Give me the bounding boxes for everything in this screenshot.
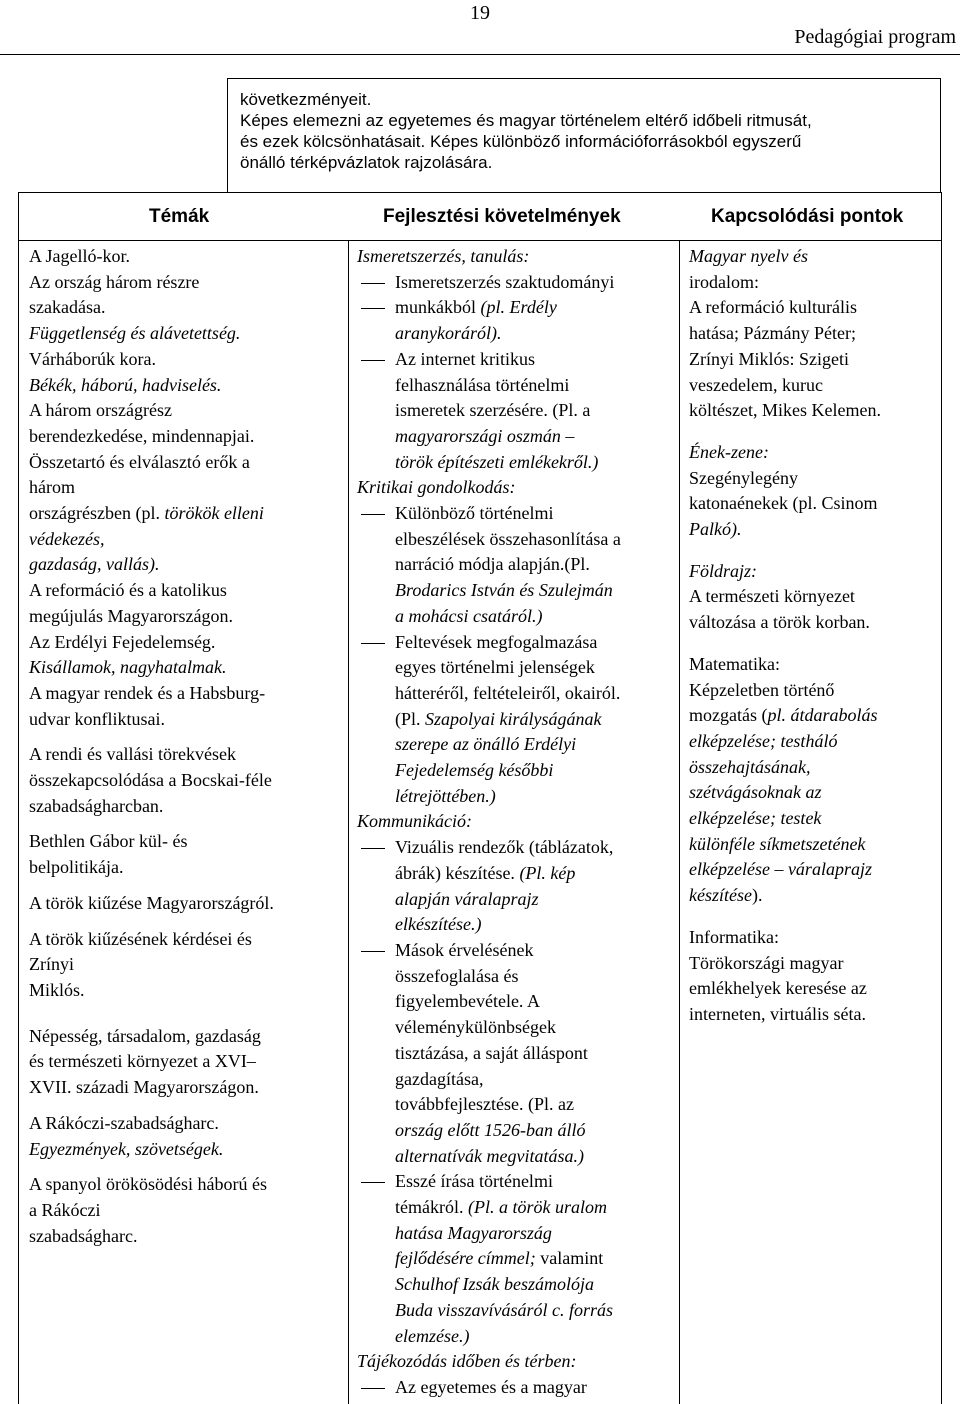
topic-line: és természeti környezet a XVI–	[29, 1051, 256, 1072]
connection-line: Törökországi magyar	[689, 952, 844, 973]
requirement-cont: figyelembevétele. A	[395, 991, 540, 1012]
connection-line: katonaénekek (pl. Csinom	[689, 493, 878, 514]
requirement-cont: összefoglalása és	[395, 965, 519, 986]
header-requirements: Fejlesztési követelmények	[383, 206, 621, 227]
requirement-text: munkákból	[395, 297, 476, 318]
topic-line: Zrínyi	[29, 954, 74, 975]
connection-line: Szegénylegény	[689, 467, 798, 488]
curriculum-table	[18, 192, 942, 1404]
header-rule	[0, 54, 960, 55]
requirement-cont	[357, 861, 677, 887]
topic-line: A spanyol örökösödési háború és	[29, 1174, 267, 1195]
requirement-cont: felhasználása történelmi	[395, 374, 570, 395]
topic-line: védekezés,	[29, 528, 105, 549]
requirement-text: a	[582, 400, 591, 421]
topic-line: Az Erdélyi Fejedelemség.	[29, 631, 216, 652]
header-connections: Kapcsolódási pontok	[711, 206, 904, 227]
requirement-cont: hatása Magyarország	[395, 1222, 552, 1243]
topic-line: Kisállamok, nagyhatalmak.	[29, 657, 227, 678]
topic-line: Egyezmények, szövetségek.	[29, 1138, 224, 1159]
topic-line: A török kiűzése Magyarországról.	[29, 892, 274, 913]
topic-text: országrészben (pl.	[29, 503, 160, 524]
intro-line: önálló térképvázlatok rajzolására.	[240, 153, 493, 172]
topic-line: A rendi és vallási törekvések	[29, 744, 236, 765]
requirement-cont: hátteréről, feltételeiről, okairól.	[395, 682, 621, 703]
connection-line: változása a török korban.	[689, 612, 870, 633]
requirement-item: Mások érvelésének	[357, 938, 677, 964]
topic-line: szakadása.	[29, 297, 106, 318]
connection-text-italic: készítése	[689, 885, 752, 906]
requirement-cont: szerepe az önálló Erdélyi	[395, 734, 577, 755]
requirement-text: (Pl.	[395, 708, 421, 729]
requirement-cont: aranykoráról).	[395, 323, 502, 344]
topic-line: A Rákóczi-szabadságharc.	[29, 1112, 219, 1133]
topic-line: A reformáció és a katolikus	[29, 580, 227, 601]
requirement-text: témákról.	[395, 1197, 464, 1218]
topic-line: XVII. századi Magyarországon.	[29, 1077, 259, 1098]
requirement-item: Esszé írása történelmi	[357, 1169, 677, 1195]
topic-line: Függetlenség és alávetettség.	[29, 323, 241, 344]
requirement-cont: egyes történelmi jelenségek	[395, 657, 595, 678]
intro-line: következményeit.	[240, 90, 372, 109]
requirement-heading: Kritikai gondolkodás:	[357, 477, 516, 498]
requirement-cont	[357, 295, 677, 321]
topic-line: összekapcsolódása a Bocskai-féle	[29, 770, 272, 791]
connection-heading: Magyar nyelv és	[689, 246, 808, 266]
requirement-item: Feltevések megfogalmazása	[357, 630, 677, 656]
topics-column	[29, 241, 351, 1249]
page-number: 19	[470, 2, 490, 24]
connection-line: veszedelem, kuruc	[689, 374, 823, 395]
topic-line: A Jagelló-kor.	[29, 246, 130, 266]
connection-text: ).	[751, 885, 763, 906]
connection-line: interneten, virtuális séta.	[689, 1003, 866, 1024]
requirement-cont: létrejöttében.)	[395, 785, 496, 806]
connection-line: Palkó).	[689, 519, 742, 540]
topic-line: berendezkedése, mindennapjai.	[29, 425, 255, 446]
topic-line: A magyar rendek és a Habsburg-	[29, 682, 266, 703]
requirement-cont	[357, 1246, 677, 1272]
requirement-item: Különböző történelmi	[357, 501, 677, 527]
requirement-text-italic: (Pl. kép	[519, 862, 576, 883]
requirement-text-italic: (pl. Erdély	[480, 297, 557, 318]
connection-heading: Földrajz:	[689, 560, 758, 581]
requirement-heading: Tájékozódás időben és térben:	[357, 1351, 577, 1372]
requirement-cont: a mohácsi csatáról.)	[395, 605, 543, 626]
topic-line: Népesség, társadalom, gazdaság	[29, 1025, 261, 1046]
connection-line: különféle síkmetszetének	[689, 833, 866, 854]
topic-line: Az ország három részre	[29, 271, 200, 292]
topic-line: A három országrész	[29, 400, 172, 421]
topic-line: belpolitikája.	[29, 857, 124, 878]
requirement-cont: alternatívák megvitatása.)	[395, 1145, 584, 1166]
connection-line: költészet, Mikes Kelemen.	[689, 400, 881, 421]
requirement-cont: Brodarics István és Szulejmán	[395, 580, 613, 601]
requirement-cont: Buda visszavívásáról c. forrás	[395, 1299, 613, 1320]
requirement-text-italic: (Pl. a török uralom	[467, 1197, 607, 1218]
connection-heading: Matematika:	[689, 653, 780, 674]
connection-heading: Informatika:	[689, 926, 779, 947]
connection-heading: irodalom:	[689, 271, 759, 292]
connection-line: A reformáció kulturális	[689, 297, 857, 318]
connection-line: hatása; Pázmány Péter;	[689, 323, 856, 344]
requirement-cont: alapján váralaprajz	[395, 888, 539, 909]
connection-line: összehajtásának,	[689, 756, 811, 777]
topic-line: Miklós.	[29, 979, 85, 1000]
requirement-item: Vizuális rendezők (táblázatok,	[357, 835, 677, 861]
requirement-heading: Kommunikáció:	[357, 811, 472, 832]
connection-line: elképzelése; testek	[689, 808, 822, 829]
topic-line: a Rákóczi	[29, 1199, 101, 1220]
requirement-text: ábrák) készítése.	[395, 862, 515, 883]
connection-line: Képzeletben történő	[689, 679, 835, 700]
requirement-text-italic: Szapolyai királyságának	[425, 708, 602, 729]
table-header-row	[19, 193, 941, 241]
requirement-cont: elkészítése.)	[395, 914, 482, 935]
connections-column	[689, 241, 939, 1028]
requirement-cont: Schulhof Izsák beszámolója	[395, 1274, 594, 1295]
topic-line: három	[29, 477, 75, 498]
topic-line: A török kiűzésének kérdései és	[29, 928, 252, 949]
topic-line: gazdaság, vallás).	[29, 554, 160, 575]
requirement-item: Az egyetemes és a magyar	[357, 1375, 677, 1401]
column-divider	[679, 241, 680, 1404]
requirement-cont: elemzése.)	[395, 1325, 470, 1346]
topic-line: Összetartó és elválasztó erők a	[29, 451, 250, 472]
requirement-cont: török építészeti emlékekről.)	[395, 451, 599, 472]
connection-line	[689, 883, 939, 909]
topic-line: Bethlen Gábor kül- és	[29, 831, 188, 852]
topic-line: megújulás Magyarországon.	[29, 605, 233, 626]
connection-line: Zrínyi Miklós: Szigeti	[689, 348, 849, 369]
topic-line: szabadságharcban.	[29, 795, 164, 816]
requirement-cont: véleménykülönbségek	[395, 1017, 556, 1038]
requirement-cont	[357, 707, 677, 733]
requirement-heading: Ismeretszerzés, tanulás:	[357, 246, 530, 266]
topic-text-italic: törökök elleni	[164, 503, 264, 524]
intro-line: Képes elemezni az egyetemes és magyar történelem eltérő időbeli ritmusát,	[240, 111, 812, 130]
requirement-cont: továbbfejlesztése. (Pl. az	[395, 1094, 574, 1115]
connection-line: elképzelése – váralaprajz	[689, 859, 872, 880]
requirement-cont: Fejedelemség későbbi	[395, 760, 554, 781]
topic-line: szabadságharc.	[29, 1225, 138, 1246]
requirement-item: Ismeretszerzés szaktudományi	[357, 270, 677, 296]
intro-line: és ezek kölcsönhatásait. Képes különböző információforrásokból egyszerű	[240, 132, 802, 151]
connection-line: elképzelése; testháló	[689, 730, 838, 751]
requirement-cont	[357, 1195, 677, 1221]
requirement-cont: tisztázása, a saját álláspont	[395, 1042, 588, 1063]
connection-line: A természeti környezet	[689, 586, 855, 607]
header-program-title: Pedagógiai program	[794, 26, 956, 48]
requirement-item: Az internet kritikus	[357, 347, 677, 373]
requirement-cont: gazdagítása,	[395, 1068, 484, 1089]
requirement-text: ismeretek szerzésére. (Pl.	[395, 400, 578, 421]
intro-text-box	[227, 78, 941, 192]
header-topics: Témák	[149, 206, 210, 227]
requirement-cont: ország előtt 1526-ban álló	[395, 1119, 586, 1140]
topic-line: udvar konfliktusai.	[29, 708, 165, 729]
topic-line: Várháborúk kora.	[29, 348, 156, 369]
requirement-text-italic: fejlődésére címmel;	[395, 1248, 536, 1269]
connection-text: mozgatás (	[689, 705, 768, 726]
requirement-cont: magyarországi oszmán –	[395, 425, 575, 446]
topic-line: Békék, háború, hadviselés.	[29, 374, 222, 395]
requirement-text: valamint	[540, 1248, 604, 1269]
connection-text-italic: pl. átdarabolás	[767, 705, 878, 726]
connection-line: emlékhelyek keresése az	[689, 978, 867, 999]
requirements-column	[357, 241, 677, 1401]
connection-line: szétvágásoknak az	[689, 782, 822, 803]
connection-heading: Ének-zene:	[689, 441, 769, 462]
connection-line	[689, 703, 939, 729]
requirement-cont	[357, 398, 677, 424]
requirement-cont: elbeszélések összehasonlítása a	[395, 528, 621, 549]
topic-line	[29, 501, 351, 527]
requirement-cont: narráció módja alapján.(Pl.	[395, 554, 590, 575]
